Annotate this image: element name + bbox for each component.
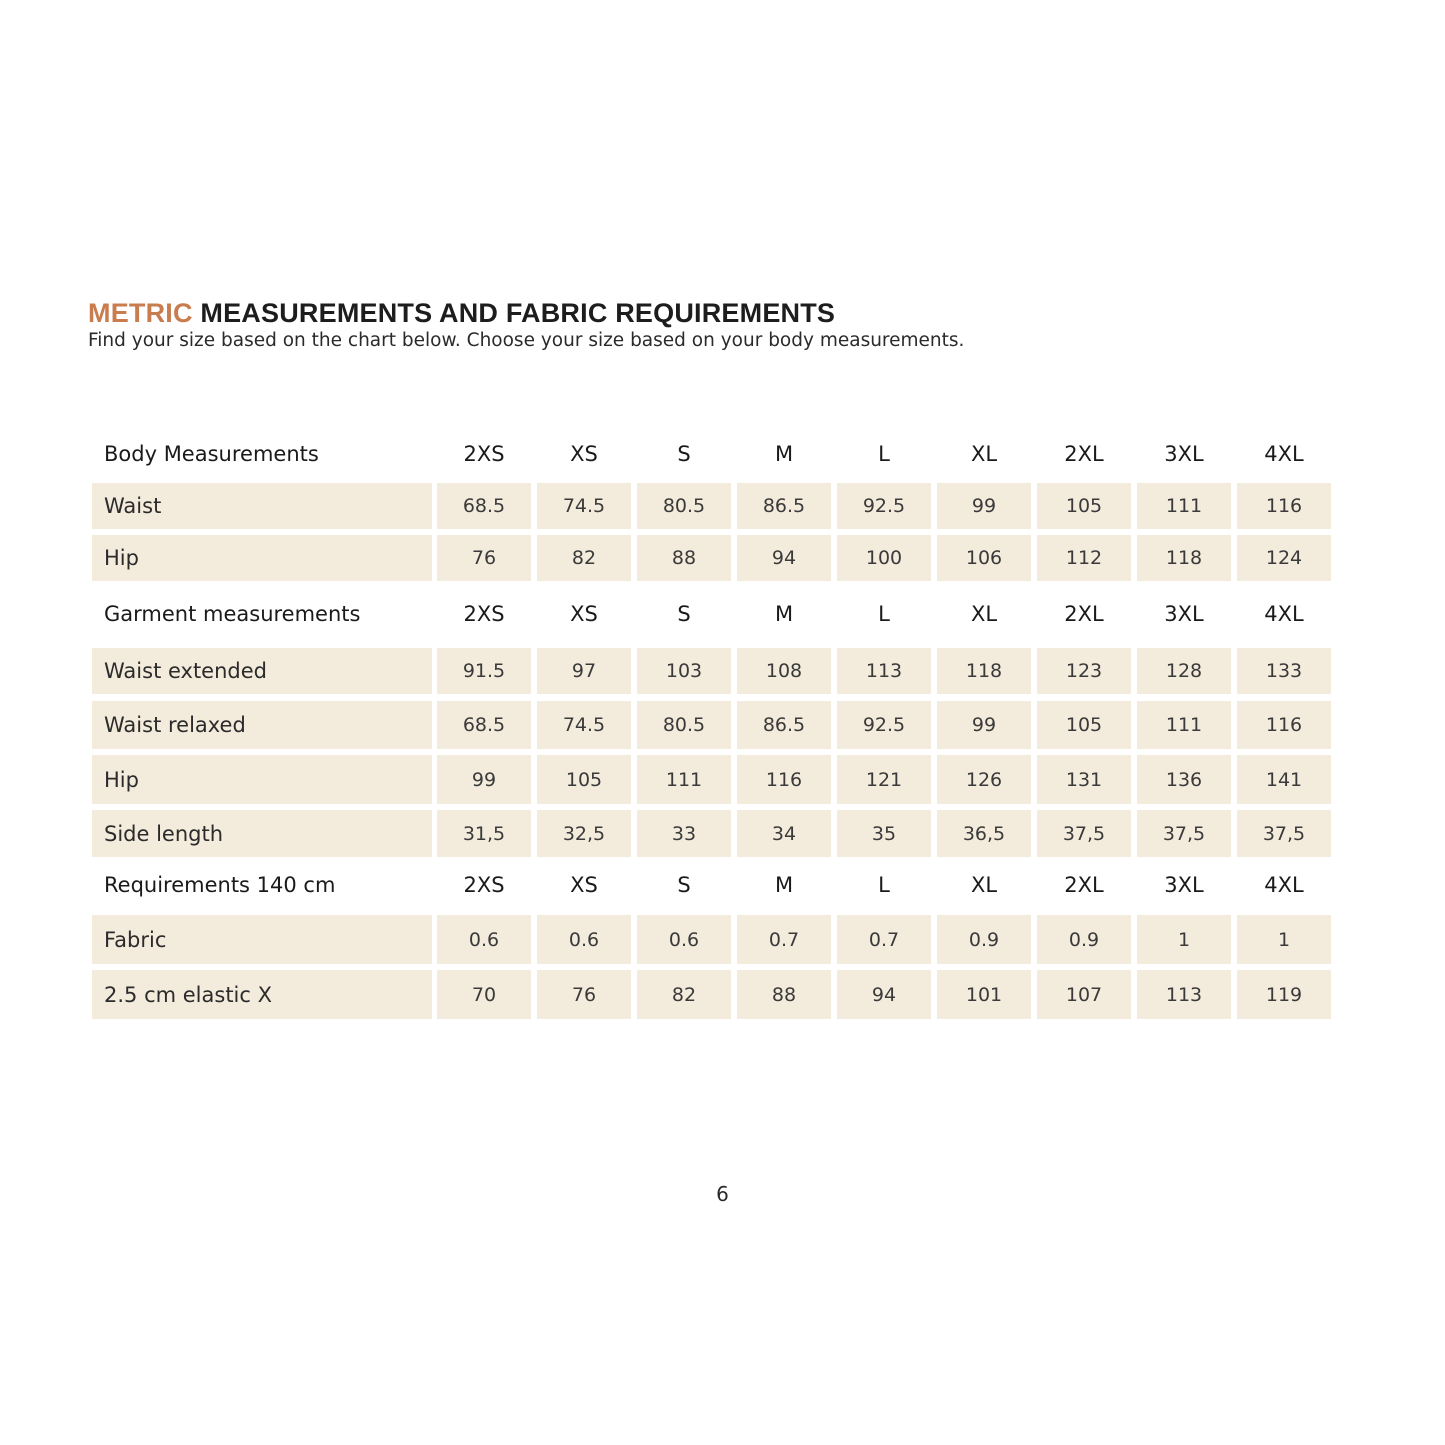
value-cell: 33 <box>637 810 731 857</box>
value-cell: 113 <box>1137 970 1231 1019</box>
value-cell: 131 <box>1037 755 1131 804</box>
title-accent: METRIC <box>88 298 193 328</box>
page-subtitle: Find your size based on the chart below. Choose your size based on your body measurements. <box>88 330 965 351</box>
size-chart-table <box>92 0 1334 1445</box>
page-number: 6 <box>716 1182 729 1206</box>
value-cell: 106 <box>937 535 1031 581</box>
size-header-cell: M <box>774 442 794 466</box>
value-cell: 82 <box>637 970 731 1019</box>
value-cell: 94 <box>837 970 931 1019</box>
value-cell: 108 <box>737 648 831 694</box>
value-cell: 141 <box>1237 755 1331 804</box>
value-cell: 80.5 <box>637 483 731 529</box>
value-cell: 32,5 <box>537 810 631 857</box>
value-cell: 124 <box>1237 535 1331 581</box>
table-row <box>92 701 1334 749</box>
size-header-cell: 3XL <box>1164 873 1204 897</box>
value-cell: 1 <box>1237 915 1331 964</box>
value-cell: 70 <box>437 970 531 1019</box>
value-cell: 103 <box>637 648 731 694</box>
value-cell: 35 <box>837 810 931 857</box>
size-header-cell: 2XL <box>1064 602 1104 626</box>
value-cell: 31,5 <box>437 810 531 857</box>
row-label: Fabric <box>92 915 432 964</box>
section-header-label: Body Measurements <box>104 442 319 466</box>
row-label: Waist relaxed <box>92 701 432 749</box>
value-cell: 105 <box>537 755 631 804</box>
title-rest: MEASUREMENTS AND FABRIC REQUIREMENTS <box>200 298 836 328</box>
value-cell: 121 <box>837 755 931 804</box>
value-cell: 91.5 <box>437 648 531 694</box>
section-header-row <box>92 596 1334 632</box>
value-cell: 99 <box>937 483 1031 529</box>
value-cell: 0.6 <box>437 915 531 964</box>
value-cell: 0.9 <box>937 915 1031 964</box>
value-cell: 94 <box>737 535 831 581</box>
value-cell: 100 <box>837 535 931 581</box>
size-header-cell: XS <box>570 873 598 897</box>
size-header-cell: 3XL <box>1164 602 1204 626</box>
size-header-cell: M <box>774 602 794 626</box>
value-cell: 88 <box>737 970 831 1019</box>
table-row <box>92 483 1334 529</box>
value-cell: 99 <box>937 701 1031 749</box>
size-header-cell: 4XL <box>1264 873 1304 897</box>
value-cell: 36,5 <box>937 810 1031 857</box>
value-cell: 116 <box>1237 701 1331 749</box>
value-cell: 88 <box>637 535 731 581</box>
value-cell: 112 <box>1037 535 1131 581</box>
value-cell: 1 <box>1137 915 1231 964</box>
row-label: Waist <box>92 483 432 529</box>
size-header-cell: 2XL <box>1064 873 1104 897</box>
value-cell: 0.7 <box>737 915 831 964</box>
row-label: 2.5 cm elastic X <box>92 970 432 1019</box>
size-header-cell: L <box>878 873 890 897</box>
value-cell: 107 <box>1037 970 1131 1019</box>
value-cell: 0.9 <box>1037 915 1131 964</box>
value-cell: 111 <box>1137 483 1231 529</box>
table-row <box>92 970 1334 1019</box>
value-cell: 74.5 <box>537 483 631 529</box>
row-label: Waist extended <box>92 648 432 694</box>
row-label: Hip <box>92 535 432 581</box>
value-cell: 97 <box>537 648 631 694</box>
size-header-cell: XS <box>570 442 598 466</box>
value-cell: 116 <box>1237 483 1331 529</box>
value-cell: 119 <box>1237 970 1331 1019</box>
size-header-cell: S <box>677 602 691 626</box>
value-cell: 82 <box>537 535 631 581</box>
table-row <box>92 810 1334 857</box>
value-cell: 118 <box>1137 535 1231 581</box>
size-header-cell: 4XL <box>1264 442 1304 466</box>
table-row <box>92 755 1334 804</box>
value-cell: 37,5 <box>1237 810 1331 857</box>
section-header-row <box>92 867 1334 903</box>
value-cell: 118 <box>937 648 1031 694</box>
section-header-row <box>92 436 1334 472</box>
size-header-cell: 2XS <box>463 873 505 897</box>
value-cell: 113 <box>837 648 931 694</box>
value-cell: 105 <box>1037 701 1131 749</box>
size-header-cell: S <box>677 442 691 466</box>
value-cell: 76 <box>437 535 531 581</box>
table-row <box>92 915 1334 964</box>
value-cell: 37,5 <box>1037 810 1131 857</box>
value-cell: 105 <box>1037 483 1131 529</box>
table-row <box>92 648 1334 694</box>
size-header-cell: 2XL <box>1064 442 1104 466</box>
size-header-cell: S <box>677 873 691 897</box>
value-cell: 68.5 <box>437 701 531 749</box>
size-header-cell: M <box>774 873 794 897</box>
value-cell: 0.6 <box>637 915 731 964</box>
value-cell: 74.5 <box>537 701 631 749</box>
value-cell: 136 <box>1137 755 1231 804</box>
value-cell: 80.5 <box>637 701 731 749</box>
value-cell: 123 <box>1037 648 1131 694</box>
size-header-cell: 3XL <box>1164 442 1204 466</box>
size-header-cell: XL <box>970 442 998 466</box>
value-cell: 92.5 <box>837 483 931 529</box>
value-cell: 111 <box>1137 701 1231 749</box>
value-cell: 0.7 <box>837 915 931 964</box>
value-cell: 116 <box>737 755 831 804</box>
value-cell: 0.6 <box>537 915 631 964</box>
value-cell: 37,5 <box>1137 810 1231 857</box>
value-cell: 86.5 <box>737 483 831 529</box>
value-cell: 92.5 <box>837 701 931 749</box>
table-row <box>92 535 1334 581</box>
value-cell: 99 <box>437 755 531 804</box>
section-header-label: Garment measurements <box>104 602 361 626</box>
size-header-cell: XL <box>970 602 998 626</box>
row-label: Side length <box>92 810 432 857</box>
size-header-cell: XS <box>570 602 598 626</box>
value-cell: 34 <box>737 810 831 857</box>
row-label: Hip <box>92 755 432 804</box>
value-cell: 68.5 <box>437 483 531 529</box>
value-cell: 101 <box>937 970 1031 1019</box>
size-header-cell: 2XS <box>463 602 505 626</box>
value-cell: 76 <box>537 970 631 1019</box>
size-header-cell: L <box>878 602 890 626</box>
value-cell: 128 <box>1137 648 1231 694</box>
value-cell: 133 <box>1237 648 1331 694</box>
value-cell: 86.5 <box>737 701 831 749</box>
size-header-cell: 4XL <box>1264 602 1304 626</box>
value-cell: 111 <box>637 755 731 804</box>
size-header-cell: 2XS <box>463 442 505 466</box>
size-header-cell: XL <box>970 873 998 897</box>
value-cell: 126 <box>937 755 1031 804</box>
size-header-cell: L <box>878 442 890 466</box>
section-header-label: Requirements 140 cm <box>104 873 336 897</box>
